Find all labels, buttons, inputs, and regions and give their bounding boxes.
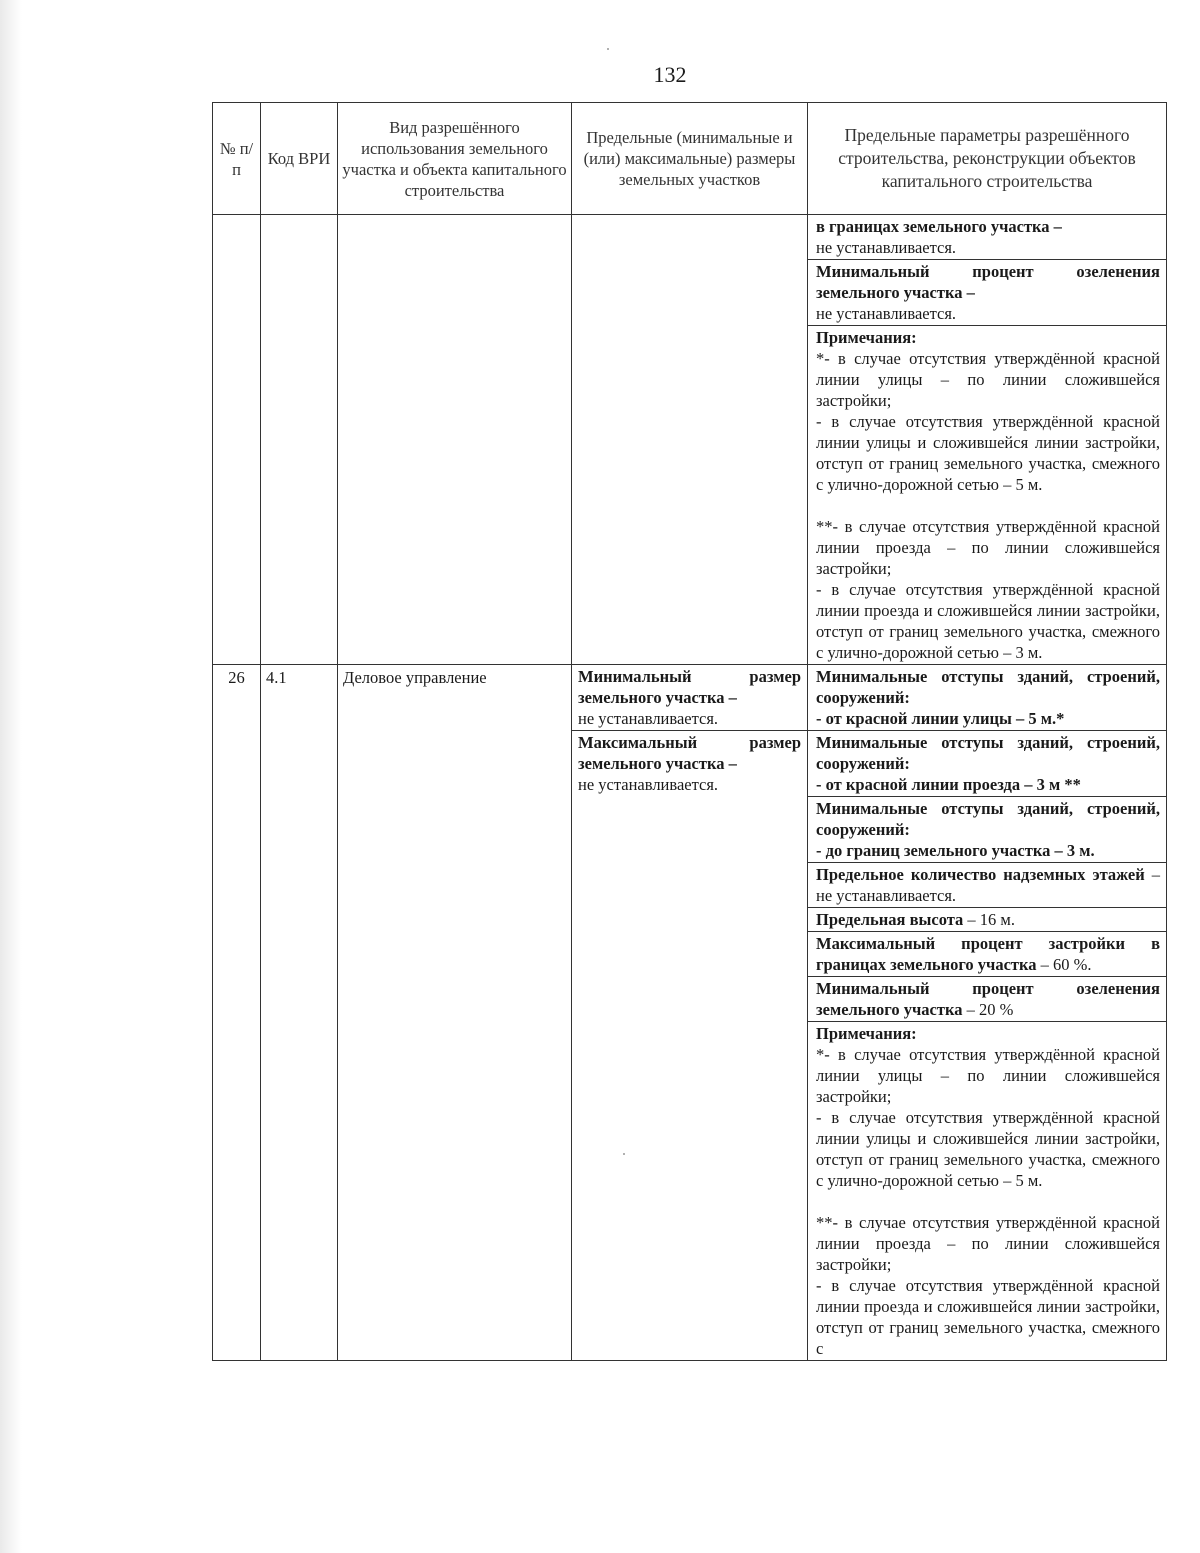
note-text: *- в случае отсутствия утверждённой красной линии улицы – по линии сложившейся застройки;: [816, 349, 1160, 410]
size-value: не устанавливается.: [578, 775, 719, 794]
header-code: Код ВРИ: [261, 103, 338, 215]
param-bold-text: Минимальный процент озеленения земельного участка: [816, 979, 1160, 1019]
cell-sizes: [572, 215, 808, 665]
param-bold-text: Минимальные отступы зданий, строений, сооружений:: [816, 799, 1160, 839]
param-bold-text: - от красной линии улицы – 5 м.*: [816, 709, 1065, 728]
cell-params: [808, 215, 1167, 665]
header-num: № п/п: [213, 103, 261, 215]
param-value: не устанавливается.: [816, 238, 957, 257]
table-row: [213, 665, 1167, 1361]
size-bold-text: Минимальный размер земельного участка –: [578, 667, 801, 707]
page-number: 132: [653, 62, 687, 87]
note-text: - в случае отсутствия утверждённой красной линии проезда и сложившейся линии застройки, отступ от границ земельного участка, смежного с: [816, 1276, 1160, 1358]
cell-sizes: [572, 665, 808, 1361]
note-text: *- в случае отсутствия утверждённой красной линии улицы – по линии сложившейся застройки;: [816, 1045, 1160, 1106]
param-value: – не устанавливается.: [816, 865, 1160, 905]
param-bold-text: Минимальные отступы зданий, строений, сооружений:: [816, 733, 1160, 773]
size-bold-text: Максимальный размер земельного участка –: [578, 733, 801, 773]
param-height: [808, 908, 1166, 932]
notes-title: Примечания:: [816, 1024, 917, 1043]
cell-code: [261, 215, 338, 665]
cell-params: [808, 665, 1167, 1361]
header-type: Вид разрешённого использования земельного участка и объекта капитального строительства: [338, 103, 572, 215]
table-header-row: [213, 103, 1167, 215]
cell-num: [213, 215, 261, 665]
size-max: [572, 731, 807, 796]
param-value: – 16 м.: [963, 910, 1015, 929]
row-code: 4.1: [261, 665, 338, 1361]
note-text: - в случае отсутствия утверждённой красной линии улицы и сложившейся линии застройки, отступ от границ земельного участка, смежного с улично-дорожной сетью – 5 м.: [816, 1108, 1160, 1190]
param-indent-street: [808, 665, 1166, 731]
header-params: Предельные параметры разрешённого строительства, реконструкции объектов капитального строительства: [808, 103, 1167, 215]
cell-type: [338, 215, 572, 665]
param-notes: [808, 1022, 1166, 1360]
row-number: 26: [213, 665, 261, 1361]
param-value: – 20 %: [962, 1000, 1014, 1019]
param-green-percent: [808, 977, 1166, 1022]
param-bold-text: Минимальные отступы зданий, строений, сооружений:: [816, 667, 1160, 707]
note-text: - в случае отсутствия утверждённой красной линии проезда и сложившейся линии застройки, отступ от границ земельного участка, смежного с улично-дорожной сетью – 3 м.: [816, 580, 1160, 662]
note-text: **- в случае отсутствия утверждённой красной линии проезда – по линии сложившейся застройки;: [816, 517, 1160, 578]
table-row: [213, 215, 1167, 665]
param-floors: [808, 863, 1166, 908]
param-bold-text: Предельное количество надземных этажей: [816, 865, 1145, 884]
note-text: - в случае отсутствия утверждённой красной линии улицы и сложившейся линии застройки, отступ от границ земельного участка, смежного с улично-дорожной сетью – 5 м.: [816, 412, 1160, 494]
size-min: [572, 665, 807, 731]
param-green-percent: [808, 260, 1166, 326]
param-bold-text: Минимальный процент озеленения земельного участка –: [816, 262, 1160, 302]
size-value: не устанавливается.: [578, 709, 719, 728]
scan-speck: [607, 48, 609, 50]
param-bold-text: Максимальный процент застройки в границах земельного участка: [816, 934, 1160, 974]
note-text: **- в случае отсутствия утверждённой красной линии проезда – по линии сложившейся застройки;: [816, 1213, 1160, 1274]
param-indent-drive: [808, 731, 1166, 797]
param-bold-text: Предельная высота: [816, 910, 964, 929]
header-sizes: Предельные (минимальные и (или) максимальные) размеры земельных участков: [572, 103, 808, 215]
param-indent-border: [808, 797, 1166, 863]
param-build-percent: [808, 932, 1166, 977]
param-value: не устанавливается.: [816, 304, 957, 323]
zoning-table: [212, 102, 1167, 1361]
param-notes: [808, 326, 1166, 664]
param-bold-text: в границах земельного участка –: [816, 217, 1062, 236]
param-bold-text: - от красной линии проезда – 3 м **: [816, 775, 1081, 794]
row-type: Деловое управление: [338, 665, 572, 1361]
notes-title: Примечания:: [816, 328, 917, 347]
scan-edge-shadow: [0, 0, 22, 1553]
param-bold-text: - до границ земельного участка – 3 м.: [816, 841, 1095, 860]
param-build-percent-continued: [808, 215, 1166, 260]
param-value: – 60 %.: [1036, 955, 1092, 974]
